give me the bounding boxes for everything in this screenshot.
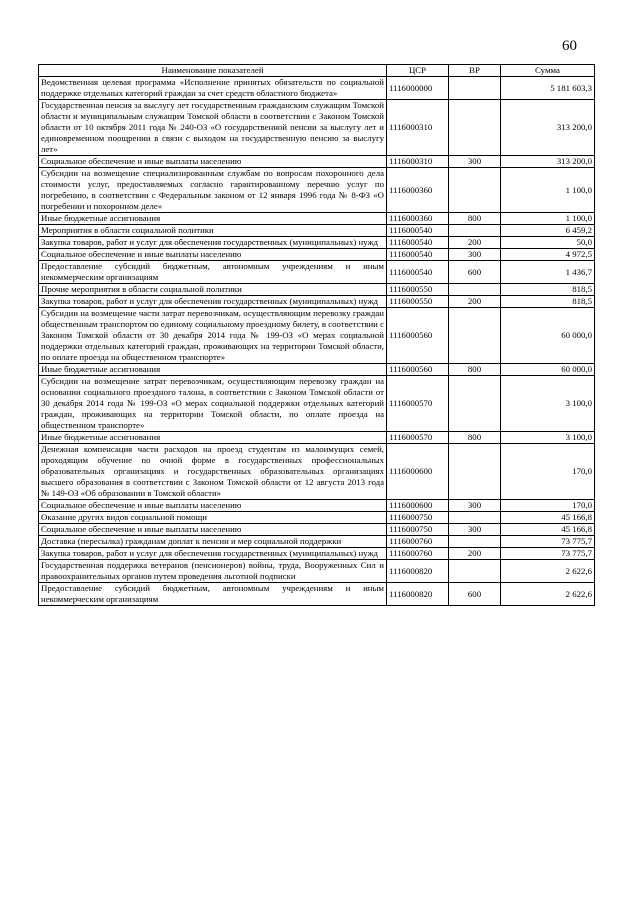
cell-name: Государственная пенсия за выслугу лет государственным гражданским служащим Томской области и муниципальным служащим Томской области в соответствии с Законом Томской области от 10 октября 2011 года № 240-ОЗ «О государственной пенсии за выслугу лет и единовременном поощрении в связи с выходом на государственную пенсию за выслугу лет»: [39, 100, 387, 156]
table-row: [39, 77, 595, 100]
cell-sum: 3 100,0: [501, 432, 595, 444]
cell-sum: 2 622,6: [501, 583, 595, 606]
cell-vr: 200: [449, 237, 501, 249]
cell-csr: 1116000600: [387, 444, 449, 500]
cell-sum: 60 000,0: [501, 364, 595, 376]
table-row: [39, 560, 595, 583]
cell-vr: [449, 77, 501, 100]
cell-csr: 1116000360: [387, 168, 449, 213]
cell-name: Иные бюджетные ассигнования: [39, 213, 387, 225]
cell-csr: 1116000750: [387, 512, 449, 524]
cell-sum: 170,0: [501, 500, 595, 512]
cell-csr: 1116000550: [387, 284, 449, 296]
cell-vr: 800: [449, 432, 501, 444]
cell-name: Закупка товаров, работ и услуг для обеспечения государственных (муниципальных) нужд: [39, 237, 387, 249]
cell-sum: 2 622,6: [501, 560, 595, 583]
table-row: [39, 168, 595, 213]
cell-sum: 313 200,0: [501, 100, 595, 156]
cell-csr: 1116000570: [387, 376, 449, 432]
cell-name: Субсидии на возмещение специализированным службам по вопросам похоронного дела стоимости услуг, предоставляемых согласно гарантированному перечню услуг по погребению, в соответствии с Федеральным законом от 12 января 1996 года № 8-ФЗ «О погребении и похоронном деле»: [39, 168, 387, 213]
cell-sum: 1 436,7: [501, 261, 595, 284]
cell-name: Мероприятия в области социальной политики: [39, 225, 387, 237]
cell-name: Субсидии на возмещение затрат перевозчикам, осуществляющим перевозку граждан на основании социального проездного талона, в соответствии с Законом Томской области от 30 декабря 2014 года № 199-ОЗ «О мерах социальной поддержки отдельных категорий граждан, проживающих на территории Томской области, по оплате проезда на общественном транспорте»: [39, 376, 387, 432]
cell-name: Предоставление субсидий бюджетным, автономным учреждениям и иным некоммерческим организациям: [39, 583, 387, 606]
cell-csr: 1116000000: [387, 77, 449, 100]
cell-vr: 200: [449, 296, 501, 308]
cell-vr: 300: [449, 500, 501, 512]
cell-csr: 1116000540: [387, 261, 449, 284]
cell-sum: 73 775,7: [501, 548, 595, 560]
table-row: [39, 249, 595, 261]
table-row: [39, 376, 595, 432]
cell-name: Иные бюджетные ассигнования: [39, 364, 387, 376]
cell-csr: 1116000360: [387, 213, 449, 225]
cell-csr: 1116000560: [387, 364, 449, 376]
cell-name: Предоставление субсидий бюджетным, автономным учреждениям и иным некоммерческим организациям: [39, 261, 387, 284]
table-row: [39, 296, 595, 308]
cell-csr: 1116000570: [387, 432, 449, 444]
cell-csr: 1116000560: [387, 308, 449, 364]
cell-vr: [449, 560, 501, 583]
cell-vr: 300: [449, 156, 501, 168]
cell-sum: 1 100,0: [501, 213, 595, 225]
cell-vr: 200: [449, 548, 501, 560]
table-row: [39, 213, 595, 225]
cell-name: Закупка товаров, работ и услуг для обеспечения государственных (муниципальных) нужд: [39, 548, 387, 560]
cell-sum: 45 166,8: [501, 524, 595, 536]
cell-csr: 1116000310: [387, 156, 449, 168]
table-row: [39, 536, 595, 548]
cell-name: Денежная компенсация части расходов на проезд студентам из малоимущих семей, проходящим обучение по очной форме в государственных профессиональных образовательных организациях и государственных образовательных организациях высшего образования в соответствии с Законом Томской области от 12 августа 2013 года № 149-ОЗ «Об образовании в Томской области»: [39, 444, 387, 500]
cell-name: Закупка товаров, работ и услуг для обеспечения государственных (муниципальных) нужд: [39, 296, 387, 308]
cell-csr: 1116000550: [387, 296, 449, 308]
cell-vr: 300: [449, 249, 501, 261]
table-row: [39, 548, 595, 560]
cell-name: Прочие мероприятия в области социальной политики: [39, 284, 387, 296]
cell-csr: 1116000760: [387, 536, 449, 548]
budget-table: [38, 64, 595, 606]
cell-csr: 1116000540: [387, 237, 449, 249]
cell-name: Социальное обеспечение и иные выплаты населению: [39, 249, 387, 261]
cell-csr: 1116000820: [387, 583, 449, 606]
cell-vr: 600: [449, 583, 501, 606]
cell-vr: [449, 168, 501, 213]
cell-sum: 3 100,0: [501, 376, 595, 432]
page-number: 60: [562, 38, 577, 54]
header-name: Наименование показателей: [39, 65, 387, 77]
table-row: [39, 364, 595, 376]
cell-csr: 1116000760: [387, 548, 449, 560]
cell-csr: 1116000600: [387, 500, 449, 512]
cell-csr: 1116000540: [387, 249, 449, 261]
table-row: [39, 237, 595, 249]
cell-name: Социальное обеспечение и иные выплаты населению: [39, 524, 387, 536]
table-row: [39, 261, 595, 284]
table-row: [39, 156, 595, 168]
cell-vr: [449, 225, 501, 237]
cell-name: Социальное обеспечение и иные выплаты населению: [39, 500, 387, 512]
header-csr: ЦСР: [387, 65, 449, 77]
cell-csr: 1116000820: [387, 560, 449, 583]
table-row: [39, 432, 595, 444]
cell-vr: [449, 536, 501, 548]
header-sum: Сумма: [501, 65, 595, 77]
cell-csr: 1116000310: [387, 100, 449, 156]
cell-sum: 45 166,8: [501, 512, 595, 524]
cell-vr: 300: [449, 524, 501, 536]
table-row: [39, 444, 595, 500]
table-row: [39, 512, 595, 524]
cell-vr: 800: [449, 213, 501, 225]
cell-csr: 1116000540: [387, 225, 449, 237]
cell-vr: [449, 376, 501, 432]
cell-vr: [449, 512, 501, 524]
cell-sum: 818,5: [501, 296, 595, 308]
table-row: [39, 100, 595, 156]
cell-sum: 50,0: [501, 237, 595, 249]
cell-vr: 600: [449, 261, 501, 284]
cell-sum: 60 000,0: [501, 308, 595, 364]
table-row: [39, 284, 595, 296]
table-row: [39, 308, 595, 364]
header-vr: ВР: [449, 65, 501, 77]
cell-sum: 1 100,0: [501, 168, 595, 213]
cell-sum: 4 972,5: [501, 249, 595, 261]
cell-vr: [449, 444, 501, 500]
table-row: [39, 500, 595, 512]
cell-vr: 800: [449, 364, 501, 376]
table-row: [39, 225, 595, 237]
cell-name: Субсидии на возмещение части затрат перевозчикам, осуществляющим перевозку граждан общественным транспортом по единому социальному проездному билету, в соответствии с Законом Томской области от 30 декабря 2014 года № 199-ОЗ «О мерах социальной поддержки отдельных категорий граждан, проживающих на территории Томской области, по оплате проезда на общественном транспорте»: [39, 308, 387, 364]
cell-sum: 818,5: [501, 284, 595, 296]
cell-sum: 5 181 603,3: [501, 77, 595, 100]
cell-csr: 1116000750: [387, 524, 449, 536]
table-row: [39, 583, 595, 606]
cell-name: Оказание других видов социальной помощи: [39, 512, 387, 524]
cell-name: Иные бюджетные ассигнования: [39, 432, 387, 444]
table-row: [39, 524, 595, 536]
cell-sum: 6 459,2: [501, 225, 595, 237]
cell-sum: 313 200,0: [501, 156, 595, 168]
table-header-row: [39, 65, 595, 77]
cell-vr: [449, 308, 501, 364]
cell-sum: 73 775,7: [501, 536, 595, 548]
cell-sum: 170,0: [501, 444, 595, 500]
cell-name: Ведомственная целевая программа «Исполнение принятых обязательств по социальной поддержке отдельных категорий граждан за счет средств областного бюджета»: [39, 77, 387, 100]
cell-name: Социальное обеспечение и иные выплаты населению: [39, 156, 387, 168]
cell-name: Государственная поддержка ветеранов (пенсионеров) войны, труда, Вооруженных Сил и правоохранительных органов путем проведения льготной подписки: [39, 560, 387, 583]
cell-vr: [449, 100, 501, 156]
cell-name: Доставка (пересылка) гражданам доплат к пенсии и мер социальной поддержки: [39, 536, 387, 548]
cell-vr: [449, 284, 501, 296]
